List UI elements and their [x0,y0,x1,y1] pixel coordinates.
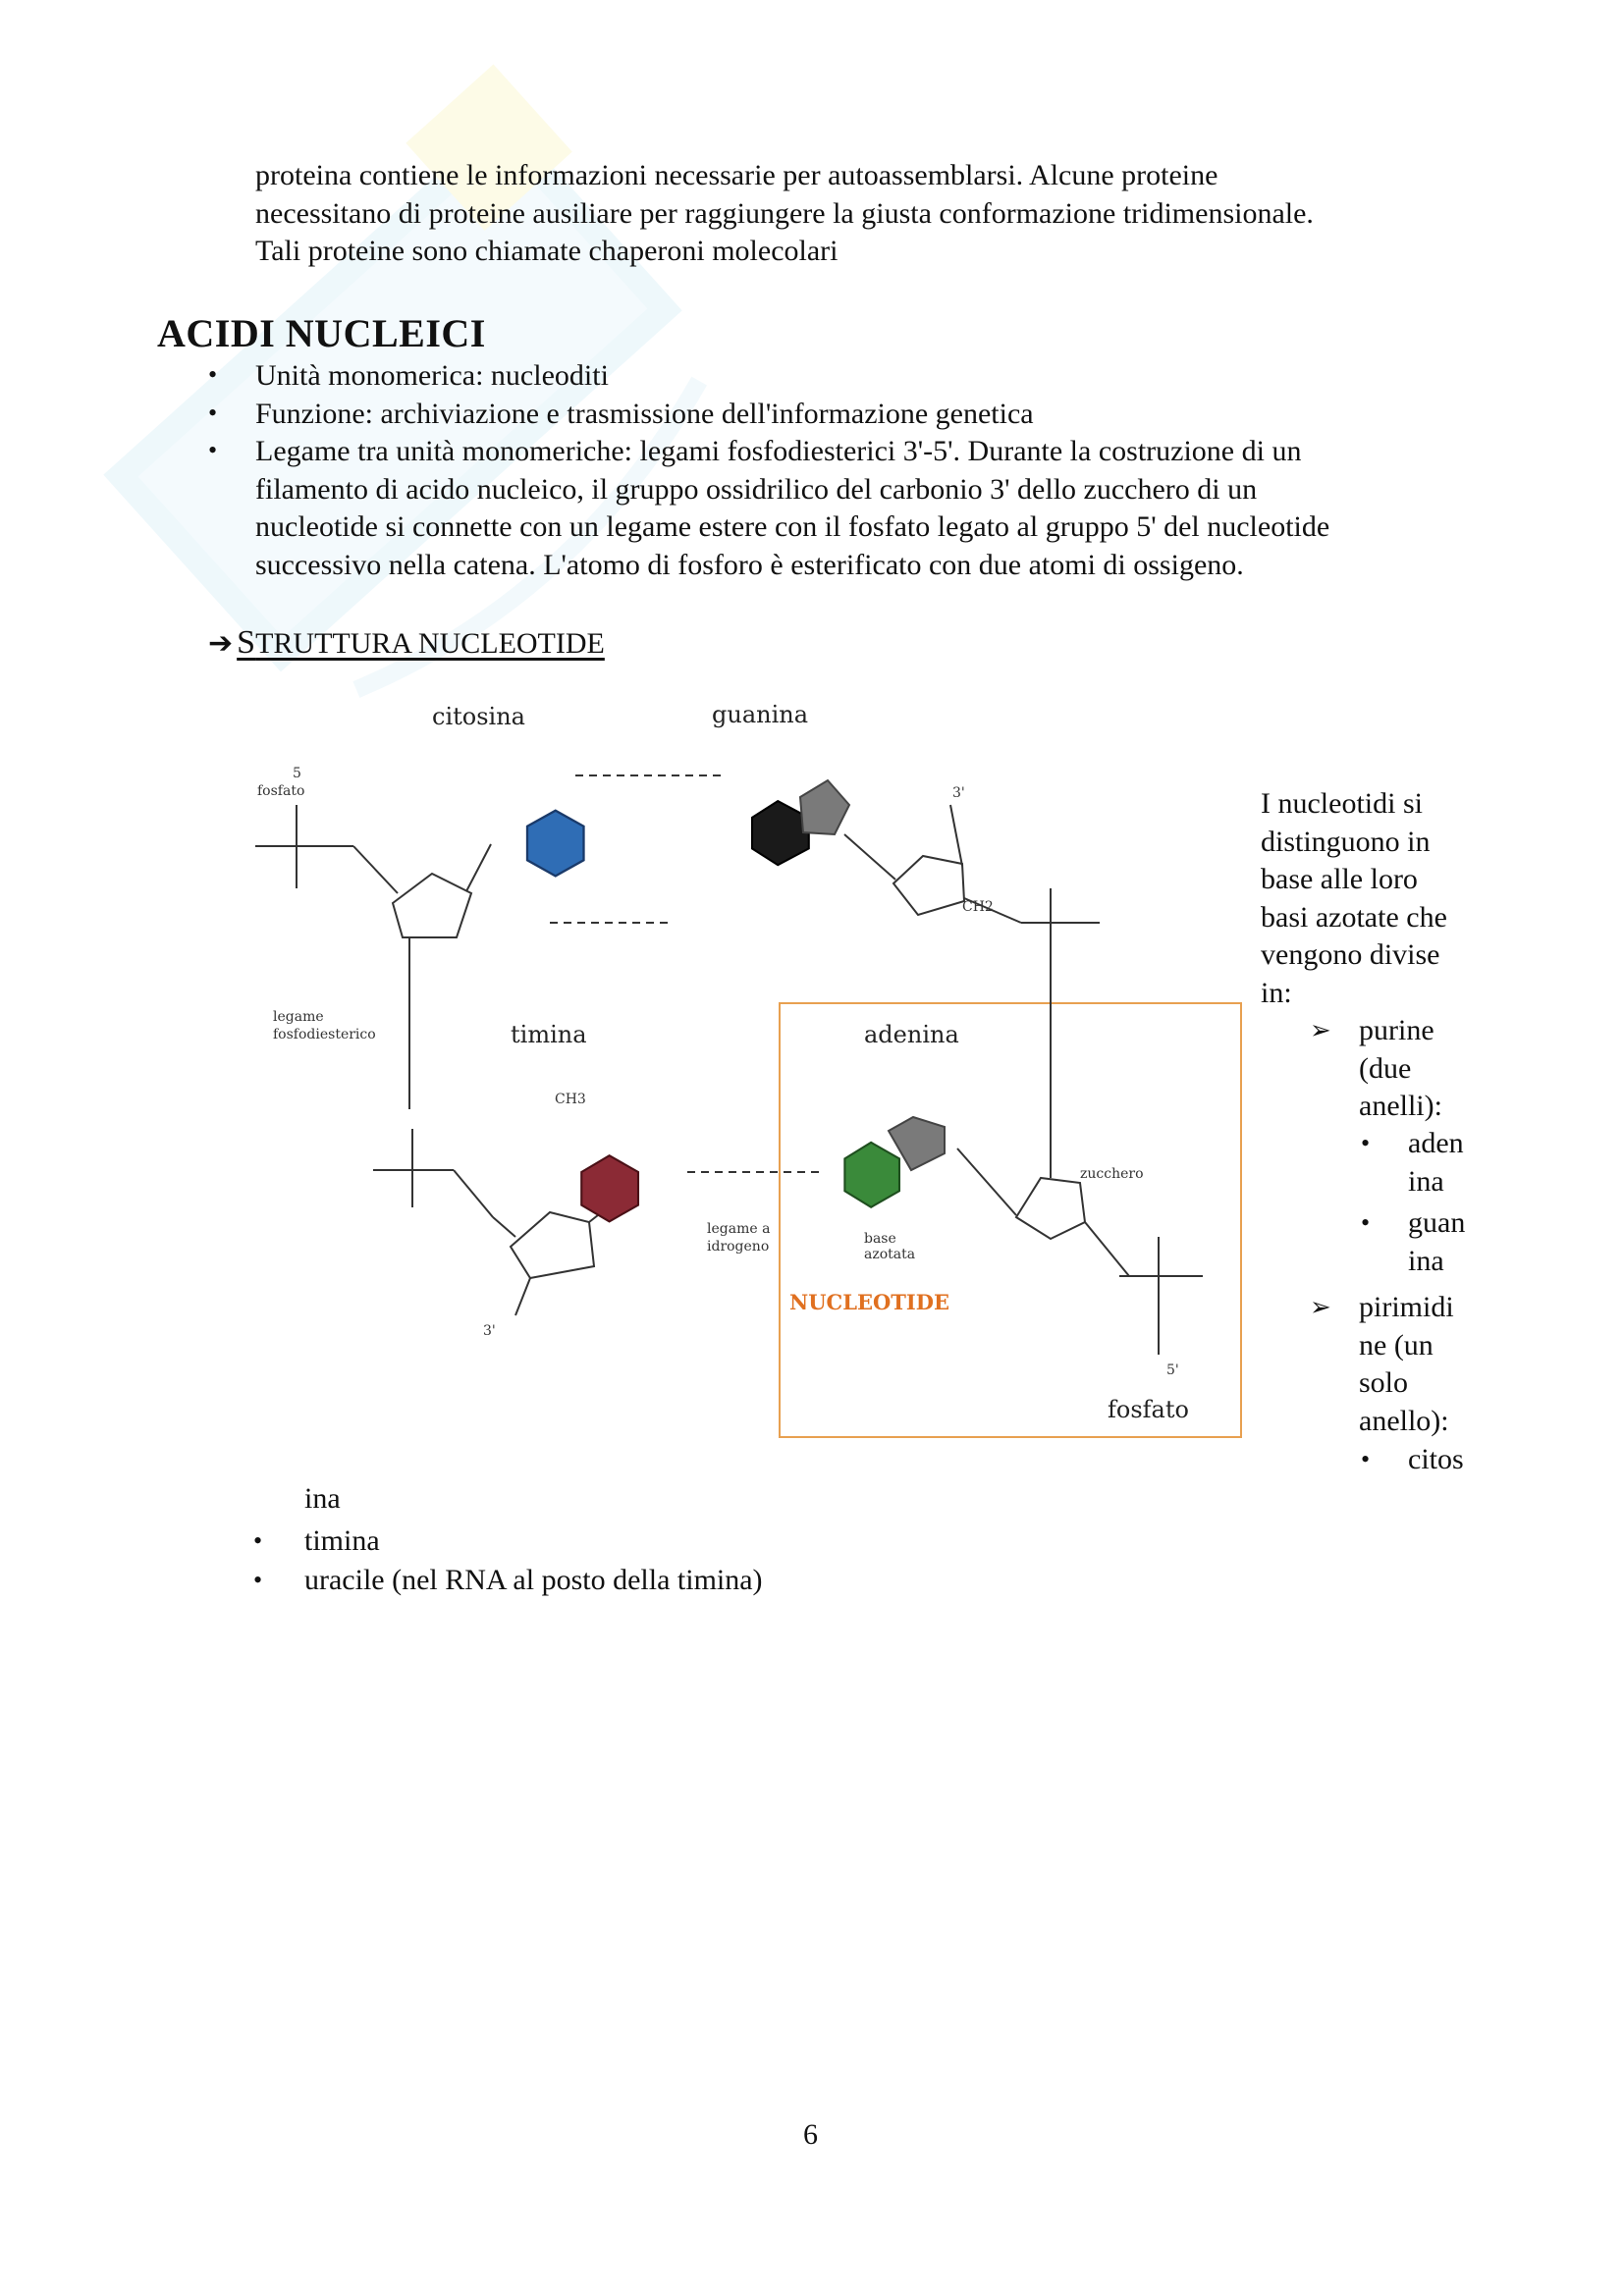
subsection-heading [208,624,605,662]
pirimidine-list [1310,1289,1487,1440]
intro-paragraph [255,157,1314,271]
subsection-title-rest: TRUTTURA NUCLEOTIDE [255,627,605,660]
label-timina: timina [511,1021,587,1048]
bullet-dot: • [253,1525,263,1555]
continued-item: timina [304,1523,380,1557]
bullet-dot: • [1361,1445,1371,1473]
purine-line: purine [1359,1014,1434,1046]
side-intro-line: I nucleotidi si [1261,787,1423,820]
purine-list [1310,1012,1487,1126]
bullet-item: Unità monomerica: nucleoditi [255,359,609,392]
label-legame-idro-2: idrogeno [707,1239,770,1255]
label-fosfato-top: fosfato [257,783,305,799]
bullet-dot: • [1361,1129,1371,1157]
continued-list [253,1480,941,1600]
label-zucchero: zucchero [1080,1166,1144,1182]
intro-line: proteina contiene le informazioni necessarie per autoassemblarsi. Alcune proteine [255,159,1218,191]
section-title: ACIDI NUCLEICI [157,311,486,355]
side-intro-line: in: [1261,976,1292,1009]
purine-item-part: guan [1408,1206,1466,1239]
continued-item: uracile (nel RNA al posto della timina) [304,1564,763,1596]
label-ch2: CH2 [962,899,994,915]
label-legame-fosfo: legame [273,1009,324,1025]
citosina-ring [527,811,584,877]
check-arrow-icon: ➢ [1310,1016,1331,1044]
bullet-item-continued: nucleotide si connette con un legame estere con il fosfato legato al gruppo 5' del nucleotide [255,510,1330,543]
bullet-item-continued: filamento di acido nucleico, il gruppo ossidrilico del carbonio 3' dello zucchero di un [255,472,1258,506]
label-azotata: azotata [864,1247,916,1262]
bullet-item: Funzione: archiviazione e trasmissione dell'informazione genetica [255,397,1034,430]
guanina-imidazole [800,780,849,834]
label-three-prime-bottom: 3' [483,1323,496,1339]
label-base: base [864,1231,896,1247]
subsection-title-initial: S [237,624,256,661]
label-three-prime: 3' [952,785,965,801]
intro-line: Tali proteine sono chiamate chaperoni molecolari [255,235,839,267]
label-legame-fosfo-2: fosfodiesterico [273,1027,376,1042]
label-guanina: guanina [712,701,809,728]
check-arrow-icon: ➢ [1310,1293,1331,1321]
purine-items [1361,1125,1488,1280]
side-intro-line: base alle loro [1261,863,1418,895]
label-adenina: adenina [864,1021,959,1048]
pirimidine-first-item [1361,1441,1488,1479]
purine-line: (due [1359,1051,1412,1085]
bullet-dot: • [208,399,218,427]
side-intro-line: distinguono in [1261,825,1431,858]
bullet-item-continued: successivo nella catena. L'atomo di fosforo è esterificato con due atomi di ossigeno. [255,548,1244,581]
bullet-item: Legame tra unità monomeriche: legami fosfodiesterici 3'-5'. Durante la costruzione di un [255,435,1302,467]
label-nucleotide: NUCLEOTIDE [789,1290,949,1314]
bullet-dot: • [208,360,218,389]
purine-line: anelli): [1359,1090,1442,1122]
label-five-prime: 5' [1166,1362,1179,1378]
purine-item-part: aden [1408,1127,1464,1159]
side-intro-line: basi azotate che [1261,900,1447,934]
label-legame-idro: legame a [707,1221,771,1237]
timina-ring [581,1155,638,1221]
arrow-icon: ➔ [208,627,234,660]
label-fosfato-top-num: 5 [293,766,301,781]
guanina-ring [752,801,809,865]
pirimidine-line: solo [1359,1366,1409,1399]
pirimidine-line: pirimidi [1359,1291,1454,1323]
nucleotide-diagram [236,687,1257,1453]
label-fosfato-bottom: fosfato [1108,1396,1189,1423]
bullet-dot: • [208,436,218,464]
purine-item-part: ina [1408,1244,1444,1277]
pirimidine-line: anello): [1359,1404,1449,1437]
side-intro-line: vengono divise [1261,938,1440,971]
continued-wrap: ina [304,1482,341,1515]
purine-item-part: ina [1408,1164,1444,1198]
bullet-dot: • [253,1566,263,1594]
side-note [1261,785,1477,1012]
page-number: 6 [803,2118,818,2151]
bullet-dot: • [1361,1208,1371,1237]
section-bullet-list [0,357,1623,593]
pirimidine-item-part: citos [1408,1443,1464,1475]
adenina-ring [844,1143,899,1207]
label-citosina: citosina [432,703,525,730]
intro-line: necessitano di proteine ausiliare per raggiungere la giusta conformazione tridimensionale. [255,196,1314,230]
pirimidine-line: ne (un [1359,1328,1434,1362]
label-ch3: CH3 [555,1092,586,1107]
